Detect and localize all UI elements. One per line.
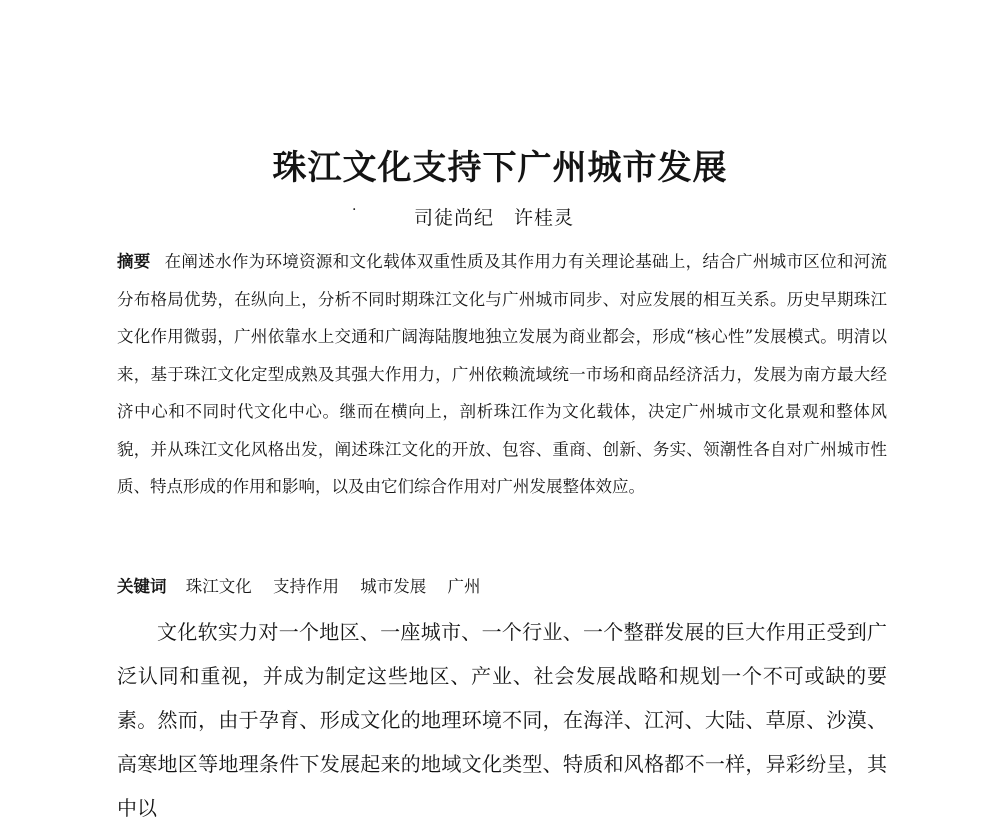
- keyword-item: 支持作用: [273, 577, 339, 596]
- abstract-section: [117, 243, 887, 506]
- keyword-item: 珠江文化: [185, 577, 252, 596]
- abstract-text: 在阐述水作为环境资源和文化载体双重性质及其作用力有关理论基础上，结合广州城市区位和河流分布格局优势，在纵向上，分析不同时期珠江文化与广州城市同步、对应发展的相互关系。历史早期珠江文化作用微弱，广州依靠水上交通和广阔海陆腹地独立发展为商业都会，形成“核心性”发展模式。明清以来，基于珠江文化定型成熟及其强大作用力，广州依赖流域统一市场和商品经济活力，发展为南方最大经济中心和不同时代文化中心。继而在横向上，剖析珠江作为文化载体，决定广州城市文化景观和整体风貌，并从珠江文化风格出发，阐述珠江文化的开放、包容、重商、创新、务实、领潮性各自对广州城市性质、特点形成的作用和影响，以及由它们综合作用对广州发展整体效应。: [117, 252, 888, 496]
- stray-dot-mark: ·: [352, 202, 357, 218]
- paper-title: 珠江文化支持下广州城市发展: [272, 148, 728, 188]
- paper-authors: 司徒尚纪 许桂灵: [414, 207, 575, 229]
- body-paragraph: 文化软实力对一个地区、一座城市、一个行业、一个整群发展的巨大作用正受到广泛认同和重视，并成为制定这些地区、产业、社会发展战略和规划一个不可或缺的要素。然而，由于孕育、形成文化的地理环境不同，在海洋、江河、大陆、草原、沙漠、高寒地区等地理条件下发展起来的地域文化类型、特质和风格都不一样，异彩纷呈，其中以: [117, 620, 887, 820]
- keyword-item: 城市发展: [360, 577, 427, 596]
- keywords-section: [117, 572, 887, 602]
- keywords-label: 关键词: [117, 577, 167, 596]
- abstract-label: 摘要: [117, 252, 151, 271]
- keyword-item: 广州: [447, 577, 481, 596]
